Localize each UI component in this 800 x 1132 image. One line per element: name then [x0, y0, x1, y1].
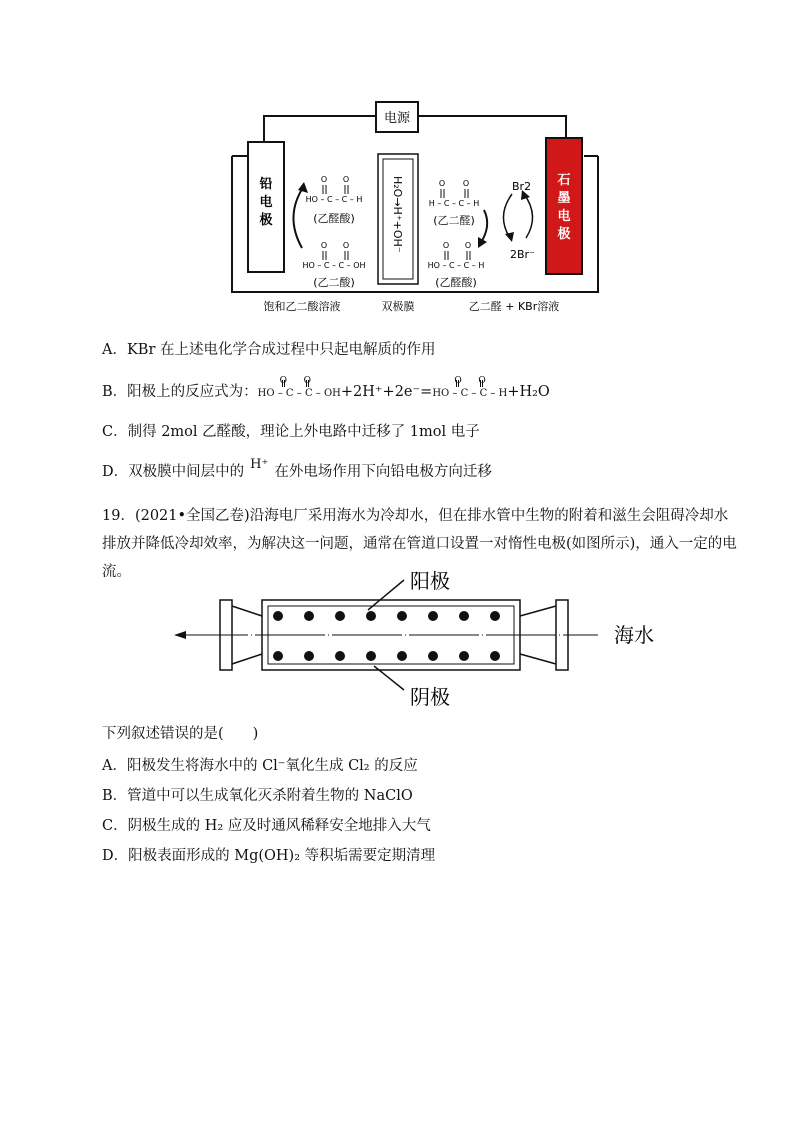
svg-text:电: 电	[259, 195, 273, 210]
svg-text:O: O	[438, 179, 446, 188]
graphite-electrode	[546, 138, 582, 274]
svg-text:(乙二酸): (乙二酸)	[313, 276, 355, 289]
q19-option-a: A．阳极发生将海水中的 Cl⁻氧化生成 Cl₂ 的反应	[102, 758, 418, 774]
svg-text:墨: 墨	[557, 191, 571, 206]
right-solution-label: 乙二醛 + KBr溶液	[468, 300, 560, 313]
glyoxal-structure: H – C – C – H	[428, 199, 480, 208]
svg-text:电: 电	[557, 209, 571, 224]
svg-text:O: O	[320, 241, 328, 250]
seawater-label: 海水	[614, 623, 654, 647]
wire-right	[418, 116, 566, 142]
anode-label: 阳极	[410, 569, 450, 593]
electrolysis-cell-diagram	[228, 98, 604, 316]
wire-left	[264, 116, 376, 142]
oxalic-acid-formula: HO – C – C – OH	[257, 388, 341, 399]
q19-option-b: B．管道中可以生成氧化灭杀附着生物的 NaClO	[102, 788, 413, 804]
left-curved-arrow	[293, 186, 304, 248]
glyoxylic-acid-formula: HO – C – C – H	[432, 388, 508, 399]
svg-text:(乙醛酸): (乙醛酸)	[313, 212, 355, 225]
glyoxylic-structure: HO – C – C – H	[305, 195, 363, 204]
oxalic-structure: HO – C – C – OH	[302, 261, 366, 270]
membrane-reaction: H₂O→H⁺+OH⁻	[391, 176, 404, 253]
q19-stem: 19．(2021•全国乙卷)沿海电厂采用海水为冷却水，但在排水管中生物的附着和滋生会阻碍冷却水排放并降低冷却效率，为解决这一问题，通常在管道口设置一对惰性电极(如图所示)，通入一定的电流。	[102, 508, 737, 580]
br-cycle-arrow-left	[503, 194, 512, 238]
flow-arrow-head	[174, 631, 186, 639]
membrane-label: 双极膜	[381, 300, 415, 313]
svg-text:极: 极	[259, 213, 273, 228]
br-minus-label: 2Br⁻	[510, 248, 535, 261]
svg-text:O: O	[462, 179, 470, 188]
q19-option-d: D．阳极表面形成的 Mg(OH)₂ 等积垢需要定期清理	[102, 848, 436, 864]
svg-text:O: O	[342, 241, 350, 250]
svg-text:O: O	[464, 241, 472, 250]
svg-text:石: 石	[557, 173, 571, 188]
svg-text:O: O	[442, 241, 450, 250]
q18-option-a: A．KBr 在上述电化学合成过程中只起电解质的作用	[102, 342, 436, 358]
svg-text:极: 极	[557, 227, 571, 242]
q19-prompt: 下列叙述错误的是( )	[102, 726, 259, 742]
svg-text:O: O	[342, 175, 350, 184]
hydrogen-ion: H⁺	[250, 457, 269, 472]
q18-option-c: C．制得 2mol 乙醛酸，理论上外电路中迁移了 1mol 电子	[102, 424, 480, 440]
q18-option-d: D．双极膜中间层中的 H⁺ 在外电场作用下向铅电极方向迁移	[102, 457, 492, 480]
power-label: 电源	[383, 111, 411, 126]
br-cycle-arrow-right	[524, 194, 533, 238]
pipe-electrode-diagram	[168, 566, 668, 710]
svg-text:铅: 铅	[259, 177, 273, 192]
svg-text:(乙二醛): (乙二醛)	[433, 214, 475, 227]
left-solution-label: 饱和乙二酸溶液	[263, 300, 341, 313]
q19-option-c: C．阴极生成的 H₂ 应及时通风稀释安全地排入大气	[102, 818, 431, 834]
q18-option-b: B．阳极上的反应式为： O O HO – C – C – OH+2H⁺+2e⁻= O O HO – C – C – H+H₂O	[102, 376, 550, 400]
br2-label: Br2	[512, 180, 532, 193]
svg-text:(乙醛酸): (乙醛酸)	[435, 276, 477, 289]
svg-text:O: O	[320, 175, 328, 184]
cathode-label: 阴极	[410, 685, 450, 709]
glyoxylic-structure-right: HO – C – C – H	[427, 261, 485, 270]
